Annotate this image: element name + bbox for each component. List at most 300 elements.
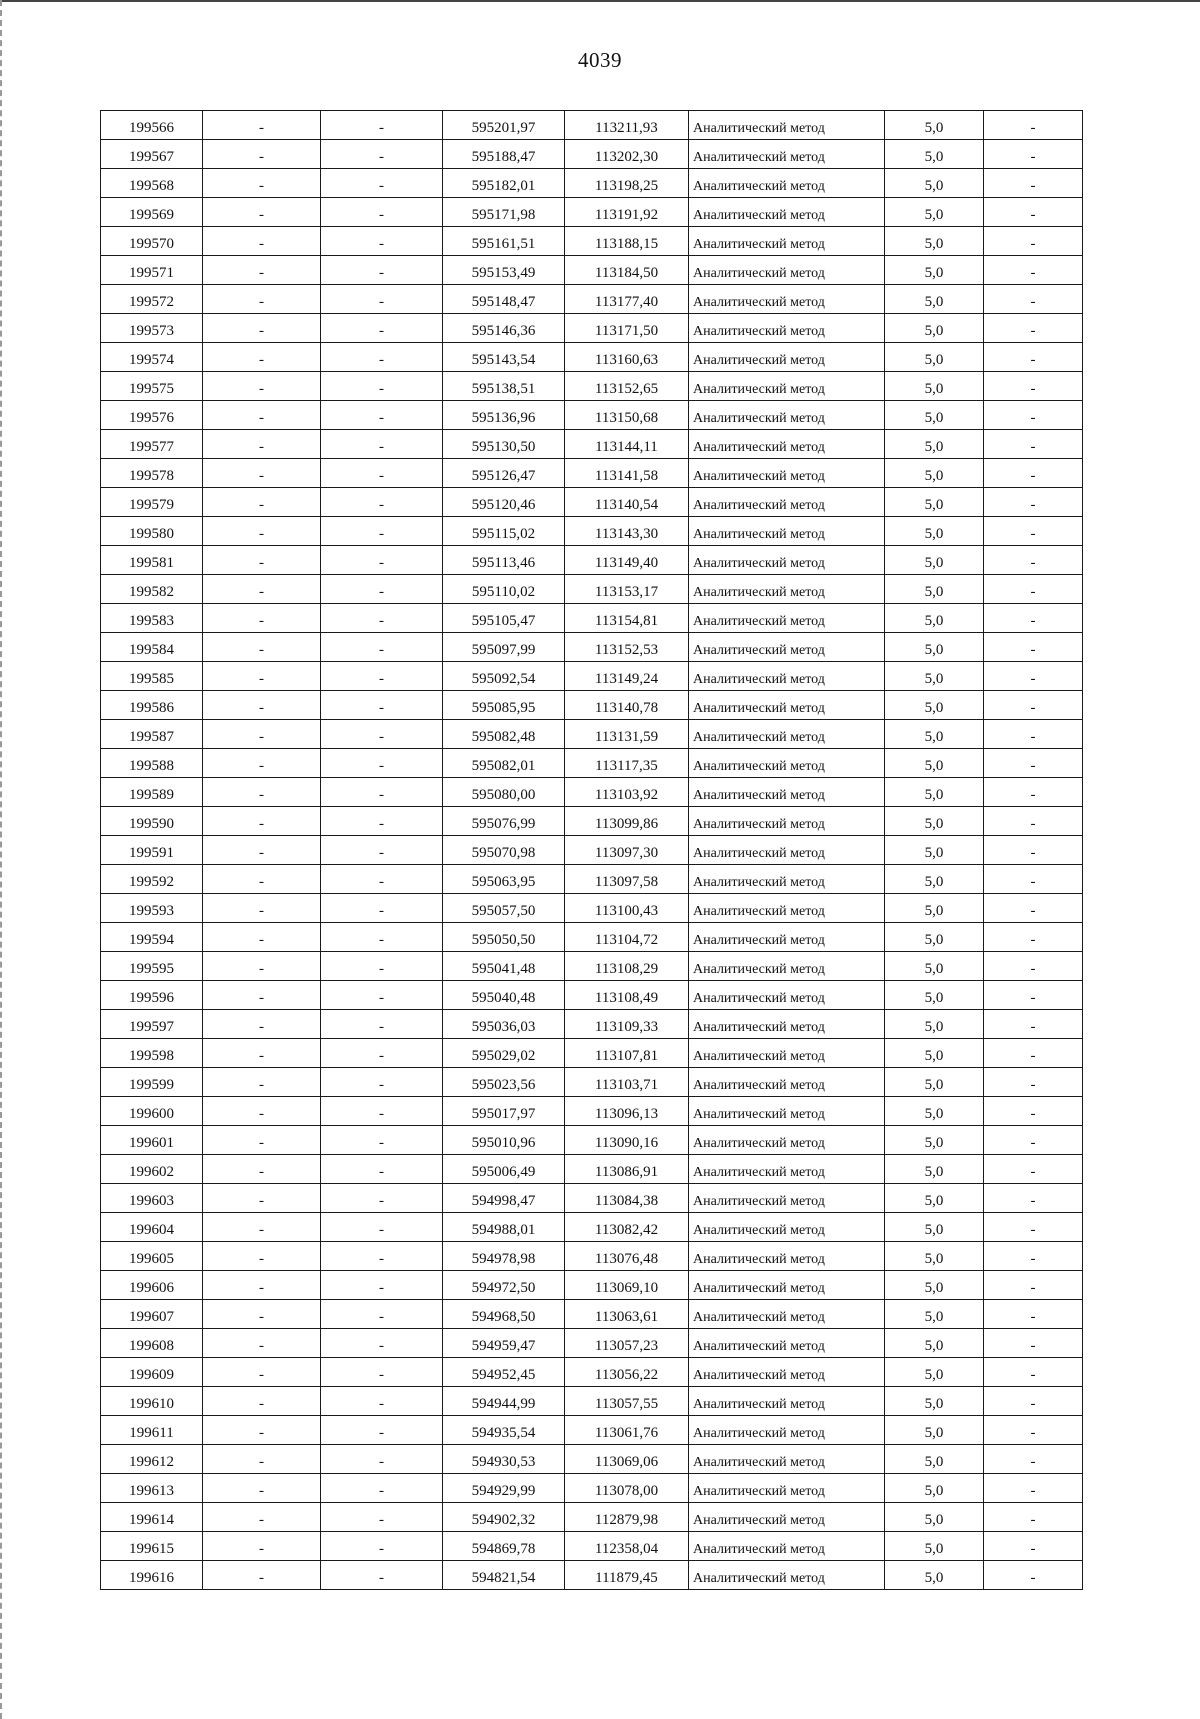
method-cell: Аналитический метод: [689, 1068, 885, 1097]
dash-cell-2: -: [321, 1184, 443, 1213]
table-row: [101, 778, 1083, 807]
method-cell: Аналитический метод: [689, 1532, 885, 1561]
x-coordinate-cell: 595082,01: [443, 749, 565, 778]
y-coordinate-cell: 113104,72: [565, 923, 689, 952]
dash-cell-1: -: [203, 1300, 321, 1329]
dash-cell-3: -: [984, 836, 1083, 865]
table-row: [101, 807, 1083, 836]
dash-cell-2: -: [321, 1010, 443, 1039]
accuracy-cell: 5,0: [885, 1097, 984, 1126]
accuracy-cell: 5,0: [885, 923, 984, 952]
table-row: [101, 1474, 1083, 1503]
dash-cell-2: -: [321, 488, 443, 517]
table-row: [101, 111, 1083, 140]
point-id-cell: 199570: [101, 227, 203, 256]
method-cell: Аналитический метод: [689, 314, 885, 343]
y-coordinate-cell: 113160,63: [565, 343, 689, 372]
accuracy-cell: 5,0: [885, 1242, 984, 1271]
method-cell: Аналитический метод: [689, 1184, 885, 1213]
dash-cell-2: -: [321, 1503, 443, 1532]
method-cell: Аналитический метод: [689, 1387, 885, 1416]
dash-cell-3: -: [984, 1039, 1083, 1068]
accuracy-cell: 5,0: [885, 1184, 984, 1213]
point-id-cell: 199599: [101, 1068, 203, 1097]
x-coordinate-cell: 594930,53: [443, 1445, 565, 1474]
dash-cell-3: -: [984, 923, 1083, 952]
accuracy-cell: 5,0: [885, 198, 984, 227]
y-coordinate-cell: 113152,53: [565, 633, 689, 662]
y-coordinate-cell: 113140,54: [565, 488, 689, 517]
dash-cell-3: -: [984, 662, 1083, 691]
dash-cell-3: -: [984, 749, 1083, 778]
dash-cell-3: -: [984, 1242, 1083, 1271]
x-coordinate-cell: 595070,98: [443, 836, 565, 865]
y-coordinate-cell: 113141,58: [565, 459, 689, 488]
y-coordinate-cell: 113103,92: [565, 778, 689, 807]
table-row: [101, 1155, 1083, 1184]
x-coordinate-cell: 595148,47: [443, 285, 565, 314]
point-id-cell: 199584: [101, 633, 203, 662]
dash-cell-3: -: [984, 952, 1083, 981]
y-coordinate-cell: 113149,40: [565, 546, 689, 575]
method-cell: Аналитический метод: [689, 633, 885, 662]
table-row: [101, 1242, 1083, 1271]
dash-cell-3: -: [984, 778, 1083, 807]
method-cell: Аналитический метод: [689, 169, 885, 198]
dash-cell-1: -: [203, 749, 321, 778]
y-coordinate-cell: 113131,59: [565, 720, 689, 749]
dash-cell-1: -: [203, 430, 321, 459]
accuracy-cell: 5,0: [885, 459, 984, 488]
y-coordinate-cell: 113109,33: [565, 1010, 689, 1039]
x-coordinate-cell: 595110,02: [443, 575, 565, 604]
dash-cell-2: -: [321, 517, 443, 546]
dash-cell-3: -: [984, 140, 1083, 169]
accuracy-cell: 5,0: [885, 372, 984, 401]
accuracy-cell: 5,0: [885, 1300, 984, 1329]
table-row: [101, 198, 1083, 227]
dash-cell-3: -: [984, 1126, 1083, 1155]
method-cell: Аналитический метод: [689, 227, 885, 256]
y-coordinate-cell: 113078,00: [565, 1474, 689, 1503]
accuracy-cell: 5,0: [885, 1068, 984, 1097]
dash-cell-3: -: [984, 169, 1083, 198]
x-coordinate-cell: 595130,50: [443, 430, 565, 459]
dash-cell-1: -: [203, 575, 321, 604]
dash-cell-3: -: [984, 372, 1083, 401]
y-coordinate-cell: 113140,78: [565, 691, 689, 720]
dash-cell-3: -: [984, 604, 1083, 633]
dash-cell-2: -: [321, 1155, 443, 1184]
dash-cell-1: -: [203, 1561, 321, 1590]
point-id-cell: 199572: [101, 285, 203, 314]
dash-cell-2: -: [321, 546, 443, 575]
dash-cell-2: -: [321, 604, 443, 633]
table-row: [101, 1126, 1083, 1155]
scan-left-edge: [0, 0, 2, 1719]
accuracy-cell: 5,0: [885, 1532, 984, 1561]
dash-cell-3: -: [984, 1068, 1083, 1097]
method-cell: Аналитический метод: [689, 894, 885, 923]
table-row: [101, 575, 1083, 604]
accuracy-cell: 5,0: [885, 1358, 984, 1387]
dash-cell-3: -: [984, 488, 1083, 517]
y-coordinate-cell: 113149,24: [565, 662, 689, 691]
x-coordinate-cell: 595182,01: [443, 169, 565, 198]
x-coordinate-cell: 595143,54: [443, 343, 565, 372]
accuracy-cell: 5,0: [885, 981, 984, 1010]
point-id-cell: 199600: [101, 1097, 203, 1126]
y-coordinate-cell: 113108,29: [565, 952, 689, 981]
point-id-cell: 199583: [101, 604, 203, 633]
point-id-cell: 199579: [101, 488, 203, 517]
method-cell: Аналитический метод: [689, 1097, 885, 1126]
y-coordinate-cell: 113184,50: [565, 256, 689, 285]
point-id-cell: 199574: [101, 343, 203, 372]
dash-cell-2: -: [321, 1271, 443, 1300]
dash-cell-2: -: [321, 749, 443, 778]
y-coordinate-cell: 113090,16: [565, 1126, 689, 1155]
table-row: [101, 691, 1083, 720]
y-coordinate-cell: 113144,11: [565, 430, 689, 459]
accuracy-cell: 5,0: [885, 169, 984, 198]
x-coordinate-cell: 594869,78: [443, 1532, 565, 1561]
x-coordinate-cell: 595050,50: [443, 923, 565, 952]
dash-cell-2: -: [321, 1561, 443, 1590]
dash-cell-1: -: [203, 1358, 321, 1387]
dash-cell-1: -: [203, 140, 321, 169]
y-coordinate-cell: 113117,35: [565, 749, 689, 778]
method-cell: Аналитический метод: [689, 865, 885, 894]
dash-cell-2: -: [321, 1213, 443, 1242]
table-row: [101, 372, 1083, 401]
dash-cell-3: -: [984, 546, 1083, 575]
accuracy-cell: 5,0: [885, 140, 984, 169]
dash-cell-2: -: [321, 1097, 443, 1126]
point-id-cell: 199577: [101, 430, 203, 459]
y-coordinate-cell: 113061,76: [565, 1416, 689, 1445]
method-cell: Аналитический метод: [689, 1561, 885, 1590]
point-id-cell: 199566: [101, 111, 203, 140]
dash-cell-1: -: [203, 1242, 321, 1271]
dash-cell-1: -: [203, 1387, 321, 1416]
method-cell: Аналитический метод: [689, 1358, 885, 1387]
dash-cell-2: -: [321, 1445, 443, 1474]
point-id-cell: 199595: [101, 952, 203, 981]
y-coordinate-cell: 113171,50: [565, 314, 689, 343]
method-cell: Аналитический метод: [689, 1126, 885, 1155]
accuracy-cell: 5,0: [885, 691, 984, 720]
x-coordinate-cell: 595188,47: [443, 140, 565, 169]
table-row: [101, 459, 1083, 488]
method-cell: Аналитический метод: [689, 285, 885, 314]
point-id-cell: 199567: [101, 140, 203, 169]
dash-cell-2: -: [321, 691, 443, 720]
point-id-cell: 199591: [101, 836, 203, 865]
dash-cell-2: -: [321, 1039, 443, 1068]
y-coordinate-cell: 113082,42: [565, 1213, 689, 1242]
x-coordinate-cell: 595126,47: [443, 459, 565, 488]
table-row: [101, 343, 1083, 372]
accuracy-cell: 5,0: [885, 1010, 984, 1039]
point-id-cell: 199598: [101, 1039, 203, 1068]
table-row: [101, 633, 1083, 662]
x-coordinate-cell: 595041,48: [443, 952, 565, 981]
table-row: [101, 401, 1083, 430]
point-id-cell: 199609: [101, 1358, 203, 1387]
dash-cell-1: -: [203, 981, 321, 1010]
point-id-cell: 199612: [101, 1445, 203, 1474]
method-cell: Аналитический метод: [689, 923, 885, 952]
dash-cell-3: -: [984, 1474, 1083, 1503]
accuracy-cell: 5,0: [885, 1474, 984, 1503]
table-row: [101, 923, 1083, 952]
x-coordinate-cell: 595010,96: [443, 1126, 565, 1155]
point-id-cell: 199576: [101, 401, 203, 430]
table-body: [101, 111, 1083, 1590]
table-row: [101, 865, 1083, 894]
x-coordinate-cell: 595136,96: [443, 401, 565, 430]
dash-cell-3: -: [984, 1445, 1083, 1474]
accuracy-cell: 5,0: [885, 488, 984, 517]
point-id-cell: 199571: [101, 256, 203, 285]
accuracy-cell: 5,0: [885, 343, 984, 372]
point-id-cell: 199613: [101, 1474, 203, 1503]
dash-cell-2: -: [321, 314, 443, 343]
dash-cell-1: -: [203, 778, 321, 807]
dash-cell-1: -: [203, 256, 321, 285]
x-coordinate-cell: 595063,95: [443, 865, 565, 894]
y-coordinate-cell: 113198,25: [565, 169, 689, 198]
table-row: [101, 1416, 1083, 1445]
x-coordinate-cell: 595146,36: [443, 314, 565, 343]
x-coordinate-cell: 595161,51: [443, 227, 565, 256]
method-cell: Аналитический метод: [689, 1271, 885, 1300]
x-coordinate-cell: 595120,46: [443, 488, 565, 517]
point-id-cell: 199578: [101, 459, 203, 488]
dash-cell-2: -: [321, 662, 443, 691]
accuracy-cell: 5,0: [885, 894, 984, 923]
y-coordinate-cell: 113143,30: [565, 517, 689, 546]
dash-cell-1: -: [203, 1184, 321, 1213]
y-coordinate-cell: 113154,81: [565, 604, 689, 633]
y-coordinate-cell: 113056,22: [565, 1358, 689, 1387]
accuracy-cell: 5,0: [885, 749, 984, 778]
x-coordinate-cell: 595171,98: [443, 198, 565, 227]
dash-cell-3: -: [984, 227, 1083, 256]
y-coordinate-cell: 113100,43: [565, 894, 689, 923]
dash-cell-3: -: [984, 1300, 1083, 1329]
dash-cell-1: -: [203, 1445, 321, 1474]
dash-cell-1: -: [203, 372, 321, 401]
accuracy-cell: 5,0: [885, 807, 984, 836]
dash-cell-1: -: [203, 1068, 321, 1097]
dash-cell-3: -: [984, 691, 1083, 720]
dash-cell-1: -: [203, 865, 321, 894]
table-row: [101, 836, 1083, 865]
dash-cell-3: -: [984, 894, 1083, 923]
dash-cell-3: -: [984, 1010, 1083, 1039]
method-cell: Аналитический метод: [689, 1242, 885, 1271]
dash-cell-3: -: [984, 1329, 1083, 1358]
x-coordinate-cell: 594902,32: [443, 1503, 565, 1532]
x-coordinate-cell: 595023,56: [443, 1068, 565, 1097]
table-row: [101, 430, 1083, 459]
dash-cell-3: -: [984, 430, 1083, 459]
accuracy-cell: 5,0: [885, 546, 984, 575]
method-cell: Аналитический метод: [689, 140, 885, 169]
method-cell: Аналитический метод: [689, 546, 885, 575]
dash-cell-1: -: [203, 1503, 321, 1532]
point-id-cell: 199616: [101, 1561, 203, 1590]
x-coordinate-cell: 595097,99: [443, 633, 565, 662]
method-cell: Аналитический метод: [689, 198, 885, 227]
table-row: [101, 1358, 1083, 1387]
x-coordinate-cell: 595105,47: [443, 604, 565, 633]
method-cell: Аналитический метод: [689, 111, 885, 140]
y-coordinate-cell: 113150,68: [565, 401, 689, 430]
y-coordinate-cell: 113057,55: [565, 1387, 689, 1416]
dash-cell-3: -: [984, 1097, 1083, 1126]
dash-cell-3: -: [984, 1184, 1083, 1213]
y-coordinate-cell: 113107,81: [565, 1039, 689, 1068]
x-coordinate-cell: 595138,51: [443, 372, 565, 401]
accuracy-cell: 5,0: [885, 1155, 984, 1184]
dash-cell-2: -: [321, 1387, 443, 1416]
table-row: [101, 1329, 1083, 1358]
point-id-cell: 199580: [101, 517, 203, 546]
accuracy-cell: 5,0: [885, 1387, 984, 1416]
y-coordinate-cell: 113057,23: [565, 1329, 689, 1358]
method-cell: Аналитический метод: [689, 1039, 885, 1068]
dash-cell-1: -: [203, 401, 321, 430]
accuracy-cell: 5,0: [885, 430, 984, 459]
dash-cell-1: -: [203, 1126, 321, 1155]
table-row: [101, 517, 1083, 546]
point-id-cell: 199601: [101, 1126, 203, 1155]
dash-cell-1: -: [203, 459, 321, 488]
dash-cell-2: -: [321, 401, 443, 430]
point-id-cell: 199604: [101, 1213, 203, 1242]
x-coordinate-cell: 594944,99: [443, 1387, 565, 1416]
table-row: [101, 169, 1083, 198]
y-coordinate-cell: 111879,45: [565, 1561, 689, 1590]
y-coordinate-cell: 113086,91: [565, 1155, 689, 1184]
dash-cell-1: -: [203, 343, 321, 372]
dash-cell-3: -: [984, 1213, 1083, 1242]
method-cell: Аналитический метод: [689, 256, 885, 285]
table-row: [101, 1387, 1083, 1416]
table-row: [101, 1068, 1083, 1097]
dash-cell-3: -: [984, 1271, 1083, 1300]
point-id-cell: 199611: [101, 1416, 203, 1445]
accuracy-cell: 5,0: [885, 111, 984, 140]
x-coordinate-cell: 595017,97: [443, 1097, 565, 1126]
dash-cell-1: -: [203, 1010, 321, 1039]
method-cell: Аналитический метод: [689, 778, 885, 807]
dash-cell-1: -: [203, 198, 321, 227]
coordinates-table: [100, 110, 1083, 1590]
table-row: [101, 314, 1083, 343]
method-cell: Аналитический метод: [689, 401, 885, 430]
dash-cell-2: -: [321, 1068, 443, 1097]
y-coordinate-cell: 113069,10: [565, 1271, 689, 1300]
point-id-cell: 199597: [101, 1010, 203, 1039]
dash-cell-3: -: [984, 343, 1083, 372]
x-coordinate-cell: 595057,50: [443, 894, 565, 923]
dash-cell-1: -: [203, 1097, 321, 1126]
x-coordinate-cell: 594988,01: [443, 1213, 565, 1242]
method-cell: Аналитический метод: [689, 1010, 885, 1039]
dash-cell-1: -: [203, 720, 321, 749]
point-id-cell: 199592: [101, 865, 203, 894]
accuracy-cell: 5,0: [885, 1126, 984, 1155]
method-cell: Аналитический метод: [689, 720, 885, 749]
dash-cell-3: -: [984, 1387, 1083, 1416]
table-row: [101, 720, 1083, 749]
dash-cell-2: -: [321, 285, 443, 314]
y-coordinate-cell: 112879,98: [565, 1503, 689, 1532]
point-id-cell: 199614: [101, 1503, 203, 1532]
dash-cell-3: -: [984, 198, 1083, 227]
y-coordinate-cell: 113097,30: [565, 836, 689, 865]
method-cell: Аналитический метод: [689, 372, 885, 401]
dash-cell-2: -: [321, 111, 443, 140]
table-row: [101, 488, 1083, 517]
accuracy-cell: 5,0: [885, 1213, 984, 1242]
accuracy-cell: 5,0: [885, 604, 984, 633]
point-id-cell: 199605: [101, 1242, 203, 1271]
table-row: [101, 1271, 1083, 1300]
dash-cell-3: -: [984, 401, 1083, 430]
accuracy-cell: 5,0: [885, 285, 984, 314]
y-coordinate-cell: 113153,17: [565, 575, 689, 604]
dash-cell-2: -: [321, 633, 443, 662]
method-cell: Аналитический метод: [689, 459, 885, 488]
x-coordinate-cell: 595092,54: [443, 662, 565, 691]
y-coordinate-cell: 113152,65: [565, 372, 689, 401]
method-cell: Аналитический метод: [689, 517, 885, 546]
point-id-cell: 199593: [101, 894, 203, 923]
y-coordinate-cell: 113076,48: [565, 1242, 689, 1271]
method-cell: Аналитический метод: [689, 1445, 885, 1474]
x-coordinate-cell: 594972,50: [443, 1271, 565, 1300]
dash-cell-2: -: [321, 575, 443, 604]
x-coordinate-cell: 595080,00: [443, 778, 565, 807]
accuracy-cell: 5,0: [885, 1561, 984, 1590]
dash-cell-2: -: [321, 1126, 443, 1155]
dash-cell-1: -: [203, 285, 321, 314]
method-cell: Аналитический метод: [689, 575, 885, 604]
x-coordinate-cell: 595153,49: [443, 256, 565, 285]
y-coordinate-cell: 113069,06: [565, 1445, 689, 1474]
x-coordinate-cell: 595201,97: [443, 111, 565, 140]
dash-cell-1: -: [203, 1213, 321, 1242]
accuracy-cell: 5,0: [885, 314, 984, 343]
accuracy-cell: 5,0: [885, 517, 984, 546]
dash-cell-2: -: [321, 372, 443, 401]
method-cell: Аналитический метод: [689, 691, 885, 720]
x-coordinate-cell: 594952,45: [443, 1358, 565, 1387]
method-cell: Аналитический метод: [689, 1155, 885, 1184]
point-id-cell: 199568: [101, 169, 203, 198]
table-row: [101, 546, 1083, 575]
accuracy-cell: 5,0: [885, 865, 984, 894]
y-coordinate-cell: 113108,49: [565, 981, 689, 1010]
table-row: [101, 1561, 1083, 1590]
dash-cell-2: -: [321, 1358, 443, 1387]
dash-cell-2: -: [321, 169, 443, 198]
